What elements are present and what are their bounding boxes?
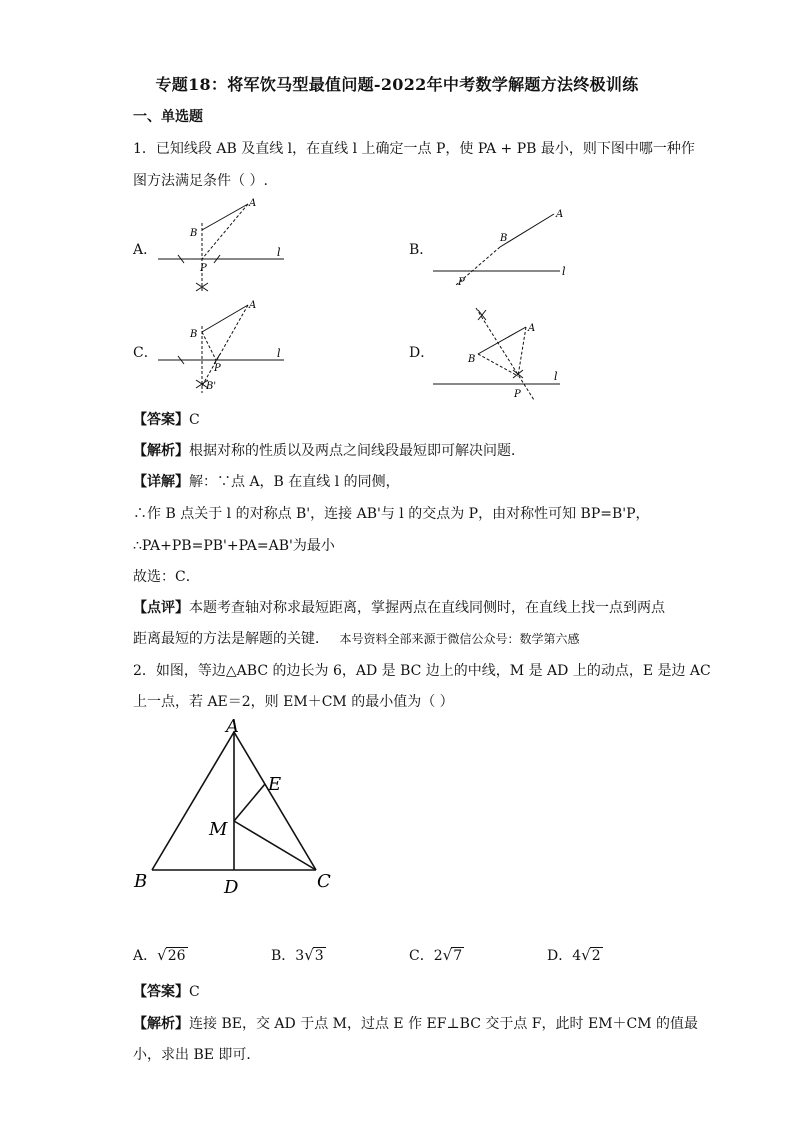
sqrt-sign: √	[581, 946, 591, 964]
label-a: A	[249, 300, 257, 311]
q1-option-d-label: D．	[409, 345, 435, 361]
sqrt-sign: √	[442, 946, 453, 964]
label-c: C	[317, 871, 331, 892]
choice-coef: 4	[572, 948, 582, 964]
q1-answer	[133, 410, 200, 430]
detail-text: 解：∵点 A，B 在直线 l 的同侧，	[189, 474, 400, 490]
q1-detail-line2: ∴作 B 点关于 l 的对称点 B'，连接 AB'与 l 的交点为 P，由对称性可知 BP=B'P，	[133, 506, 650, 522]
choice-radicand: 3	[314, 948, 324, 964]
answer-label: 【答案】	[133, 984, 189, 1000]
segment-mc	[234, 821, 316, 870]
label-b: B	[190, 228, 198, 239]
q2-triangle-figure	[130, 718, 340, 898]
choice-label: D．	[547, 948, 573, 964]
dashed-bisector	[476, 308, 534, 400]
q2-choice-d	[547, 945, 603, 966]
q2-answer	[133, 982, 200, 1002]
label-p: P	[514, 389, 521, 400]
segment-em	[234, 784, 265, 821]
segment-ab	[202, 305, 248, 332]
q1-figure-c	[150, 296, 300, 401]
answer-value: C	[189, 412, 200, 428]
choice-coef: 2	[433, 948, 443, 964]
label-l: l	[562, 265, 566, 278]
choice-radicand: 2	[591, 948, 601, 964]
document-title: 专题18：将军饮马型最值问题-2022年中考数学解题方法终极训练	[155, 75, 639, 94]
choice-coef: 3	[295, 948, 305, 964]
label-a: A	[249, 198, 257, 209]
answer-label: 【答案】	[133, 412, 189, 428]
side-ab	[152, 732, 234, 870]
label-a: A	[226, 716, 239, 737]
q1-option-c-label: C．	[133, 345, 158, 361]
label-d: D	[224, 877, 239, 898]
label-b: B	[190, 329, 198, 340]
label-b: B	[134, 871, 148, 892]
segment-ab	[500, 214, 554, 247]
label-l: l	[277, 246, 281, 259]
label-p: P	[214, 363, 221, 374]
q1-detail-line4: 故选：C．	[133, 569, 200, 585]
segment-ab	[202, 204, 248, 230]
detail-label: 【详解】	[133, 474, 189, 490]
label-l: l	[277, 347, 281, 360]
segment-ab	[478, 327, 526, 354]
choice-radicand: 7	[453, 948, 463, 964]
q1-figure-b	[430, 205, 580, 295]
comment-text-2: 距离最短的方法是解题的关键．	[133, 631, 329, 647]
q2-stem-line2: 上一点，若 AE＝2，则 EM＋CM 的最小值为（ ）	[133, 694, 454, 710]
label-m: M	[209, 819, 228, 840]
analysis-label: 【解析】	[133, 1016, 189, 1032]
dashed-bp	[202, 332, 216, 360]
label-a: A	[556, 209, 564, 220]
analysis-label: 【解析】	[133, 443, 189, 459]
comment-label: 【点评】	[133, 600, 189, 616]
q2-choice-a	[133, 945, 188, 966]
label-b: B	[468, 354, 476, 365]
label-p: P	[458, 277, 465, 288]
q2-analysis-line2: 小，求出 BE 即可．	[133, 1047, 261, 1063]
sqrt-sign: √	[304, 946, 314, 964]
label-b: B	[500, 233, 508, 244]
dashed-pa	[202, 204, 248, 259]
q1-detail-line3: ∴PA+PB=PB'+PA=AB'为最小	[133, 538, 335, 554]
choice-label: C．	[409, 948, 434, 964]
section-heading: 一、单选题	[133, 109, 203, 125]
analysis-text: 根据对称的性质以及两点之间线段最短即可解决问题．	[189, 443, 525, 459]
label-e: E	[268, 774, 282, 795]
comment-text: 本题考查轴对称求最短距离，掌握两点在直线同侧时，在直线上找一点到两点	[189, 600, 665, 616]
choice-label: B．	[271, 948, 296, 964]
q1-stem-line2: 图方法满足条件（ ）.	[133, 173, 268, 189]
side-ac	[234, 732, 316, 870]
q1-figure-d	[430, 300, 580, 405]
q1-stem-line1: 1．已知线段 AB 及直线 l，在直线 l 上确定一点 P，使 PA + PB 最小，则下图中哪一种作	[133, 141, 695, 157]
answer-value: C	[189, 984, 200, 1000]
label-a: A	[528, 323, 536, 334]
q1-option-b-label: B．	[409, 242, 434, 258]
q2-choice-c	[409, 945, 464, 966]
analysis-text: 连接 BE，交 AD 于点 M，过点 E 作 EF⊥BC 交于点 F，此时 EM＋CM 的值最	[189, 1016, 699, 1032]
q1-figure-a	[150, 195, 300, 300]
q2-analysis-line1	[133, 1014, 698, 1034]
q2-choice-b	[271, 945, 326, 966]
q1-option-a-label: A．	[133, 242, 158, 258]
choice-label: A．	[133, 948, 158, 964]
q2-stem-line1: 2．如图，等边△ABC 的边长为 6，AD 是 BC 边上的中线，M 是 AD 上的动点，E 是边 AC	[133, 663, 711, 679]
dashed-am	[518, 327, 526, 376]
q1-detail-line1	[133, 472, 400, 492]
q1-comment-line2	[133, 629, 579, 649]
choice-radicand: 26	[167, 948, 186, 964]
q1-analysis	[133, 441, 525, 461]
comment-source: 本号资料全部来源于微信公众号：数学第六感	[339, 632, 580, 646]
label-b-prime: B'	[206, 381, 217, 392]
label-p: P	[200, 263, 207, 274]
label-l: l	[554, 370, 558, 383]
sqrt-sign: √	[157, 946, 167, 964]
q1-comment-line1	[133, 598, 665, 618]
